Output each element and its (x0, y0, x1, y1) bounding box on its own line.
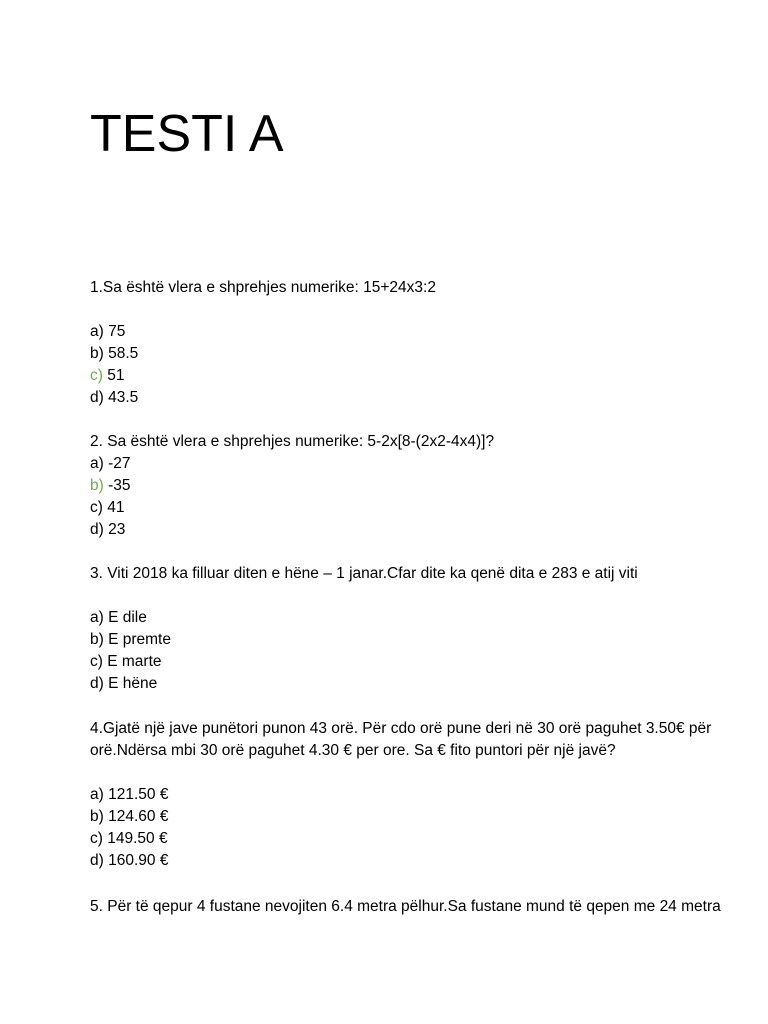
option-text: 51 (102, 367, 125, 384)
option-text: E hëne (103, 675, 158, 692)
question-2-text: 2. Sa është vlera e shprehjes numerike: 5-2x[8-(2x2-4x4)]? (90, 433, 495, 450)
option-text: 23 (103, 521, 126, 538)
option-1a (90, 321, 760, 343)
option-4b (90, 806, 760, 828)
question-2 (90, 431, 760, 541)
option-3c (90, 651, 760, 673)
option-text: 43.5 (103, 389, 139, 406)
question-4-text: 4.Gjatë një jave punëtori punon 43 orë. Për cdo orë pune deri në 30 orë paguhet 3.50€ për orë.Ndërsa mbi 30 orë paguhet 4.30 € per ore. Sa € fito puntori për një javë? (90, 720, 712, 759)
option-letter: b) (90, 345, 104, 362)
spacer (90, 585, 760, 607)
option-letter: a) (90, 609, 104, 626)
option-text: 75 (103, 323, 126, 340)
option-text: E marte (102, 653, 162, 670)
option-letter-highlighted: c) (90, 367, 103, 384)
option-letter: a) (90, 786, 104, 803)
option-2a (90, 453, 760, 475)
option-text: 58.5 (103, 345, 139, 362)
question-1-text: 1.Sa është vlera e shprehjes numerike: 15+24x3:2 (90, 279, 436, 296)
option-2c (90, 497, 760, 519)
option-2d (90, 519, 760, 541)
option-letter: d) (90, 521, 104, 538)
spacer (90, 762, 760, 784)
option-2b (90, 475, 760, 497)
question-3 (90, 563, 760, 695)
option-text: E premte (103, 631, 171, 648)
option-1d (90, 387, 760, 409)
option-3a (90, 607, 760, 629)
option-4a (90, 784, 760, 806)
option-text: 121.50 € (103, 786, 169, 803)
page-title: TESTI A (90, 105, 284, 163)
option-letter: c) (90, 653, 103, 670)
option-4d (90, 850, 760, 872)
spacer (90, 299, 760, 321)
option-letter: c) (90, 499, 103, 516)
option-text: 149.50 € (102, 830, 168, 847)
question-3-text: 3. Viti 2018 ka filluar diten e hëne – 1 janar.Cfar dite ka qenë dita e 283 e atij viti (90, 565, 638, 582)
option-text: 124.60 € (103, 808, 169, 825)
option-text: 41 (102, 499, 125, 516)
question-4 (90, 718, 760, 872)
option-1c (90, 365, 760, 387)
question-1 (90, 277, 760, 409)
option-text: -27 (103, 455, 131, 472)
option-text: 160.90 € (103, 852, 169, 869)
option-letter: d) (90, 389, 104, 406)
option-letter: c) (90, 830, 103, 847)
option-letter: a) (90, 455, 104, 472)
option-3d (90, 673, 760, 695)
option-3b (90, 629, 760, 651)
option-4c (90, 828, 760, 850)
option-letter: a) (90, 323, 104, 340)
option-letter: b) (90, 808, 104, 825)
option-letter-highlighted: b) (90, 477, 104, 494)
question-5-text: 5. Për të qepur 4 fustane nevojiten 6.4 metra pëlhur.Sa fustane mund të qepen me 24 metra (90, 898, 721, 915)
option-letter: d) (90, 852, 104, 869)
option-text: -35 (103, 477, 131, 494)
option-text: E dile (103, 609, 147, 626)
option-letter: d) (90, 675, 104, 692)
option-letter: b) (90, 631, 104, 648)
question-5 (90, 896, 760, 918)
option-1b (90, 343, 760, 365)
